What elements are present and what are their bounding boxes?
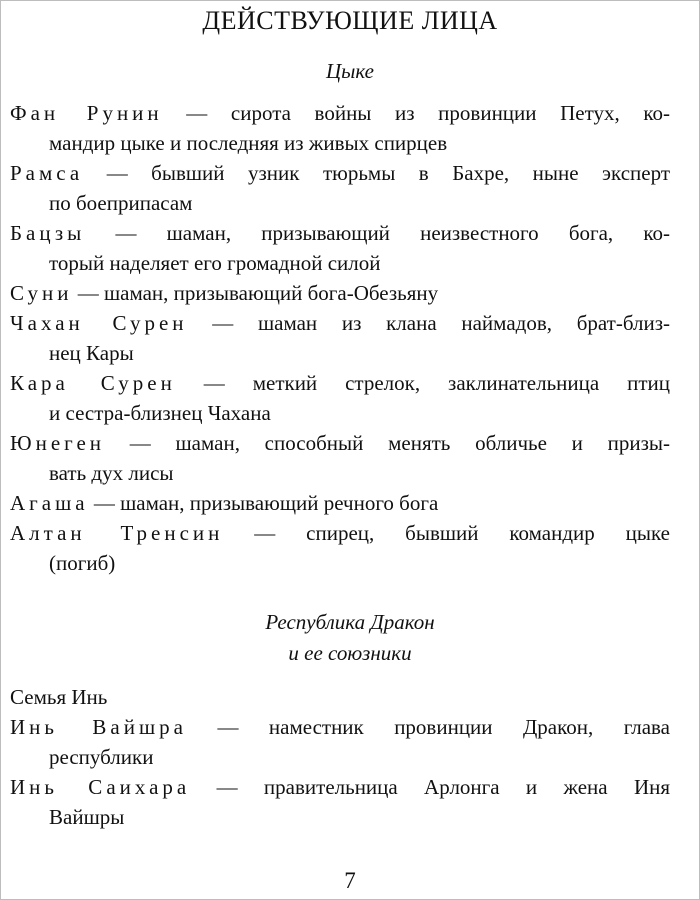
section-heading-tsyke: Цыке [325, 59, 374, 83]
character-entry [10, 518, 670, 578]
character-description: — меткий стрелок, заклинательница птиц [203, 371, 670, 395]
entry-line-1 [10, 772, 670, 802]
entry-line-1 [10, 98, 670, 128]
section-heading-republic: Республика Дракон [265, 610, 435, 634]
character-entry [10, 712, 670, 772]
character-name: Юнеген [10, 431, 106, 455]
character-entry [10, 488, 670, 518]
character-name: Чахан Сурен [10, 311, 188, 335]
character-entry [10, 218, 670, 278]
entry-line-1 [10, 518, 670, 548]
character-description: — бывший узник тюрьмы в Бахре, ныне эксперт [106, 161, 671, 185]
character-entry [10, 278, 670, 308]
entry-line-2: Вайшры [49, 805, 125, 829]
family-label: Семья Инь [10, 685, 108, 709]
entry-line-1 [10, 712, 670, 742]
entry-line-2: и сестра-близнец Чахана [49, 401, 271, 425]
character-description: — шаман, призывающий бога-Обезьяну [77, 281, 439, 305]
entry-line-1 [10, 278, 670, 308]
entry-line-2: вать дух лисы [49, 461, 174, 485]
character-description: — шаман, призывающий речного бога [93, 491, 439, 515]
entry-line-1 [10, 488, 670, 518]
character-entry [10, 308, 670, 368]
entry-line-2: (погиб) [49, 551, 116, 575]
character-description: — правительница Арлонга и жена Иня [216, 775, 671, 799]
character-description: — спирец, бывший командир цыке [254, 521, 670, 545]
character-name: Суни [10, 281, 73, 305]
character-description: — шаман из клана наймадов, брат-близ- [212, 311, 671, 335]
character-entry [10, 368, 670, 428]
entry-line-1 [10, 158, 670, 188]
character-description: — шаман, призывающий неизвестного бога, ко- [115, 221, 670, 245]
character-name: Агаша [10, 491, 89, 515]
entry-line-1 [10, 428, 670, 458]
character-name: Кара Сурен [10, 371, 176, 395]
entry-line-1 [10, 308, 670, 338]
entry-line-2: республики [49, 745, 154, 769]
entry-line-2: торый наделяет его громадной силой [49, 251, 381, 275]
entry-line-1 [10, 218, 670, 248]
character-description: — шаман, способный менять обличье и призы- [129, 431, 670, 455]
page-number: 7 [344, 868, 356, 893]
character-description: — наместник провинции Дракон, глава [217, 715, 670, 739]
entry-line-2: мандир цыке и последняя из живых спирцев [49, 131, 448, 155]
character-name: Инь Саихара [10, 775, 191, 799]
character-entry [10, 428, 670, 488]
character-entry [10, 158, 670, 218]
section-subheading-allies: и ее союзники [288, 641, 412, 665]
character-name: Бацзы [10, 221, 86, 245]
entry-line-2: по боеприпасам [49, 191, 193, 215]
page-title: ДЕЙСТВУЮЩИЕ ЛИЦА [202, 6, 498, 35]
character-name: Рамса [10, 161, 84, 185]
entry-line-2: нец Кары [49, 341, 134, 365]
character-entry [10, 98, 670, 158]
character-name: Алтан Тренсин [10, 521, 224, 545]
character-entry [10, 772, 670, 832]
character-name: Инь Вайшра [10, 715, 187, 739]
entry-line-1 [10, 368, 670, 398]
character-name: Фан Рунин [10, 101, 163, 125]
character-description: — сирота войны из провинции Петух, ко- [186, 101, 671, 125]
